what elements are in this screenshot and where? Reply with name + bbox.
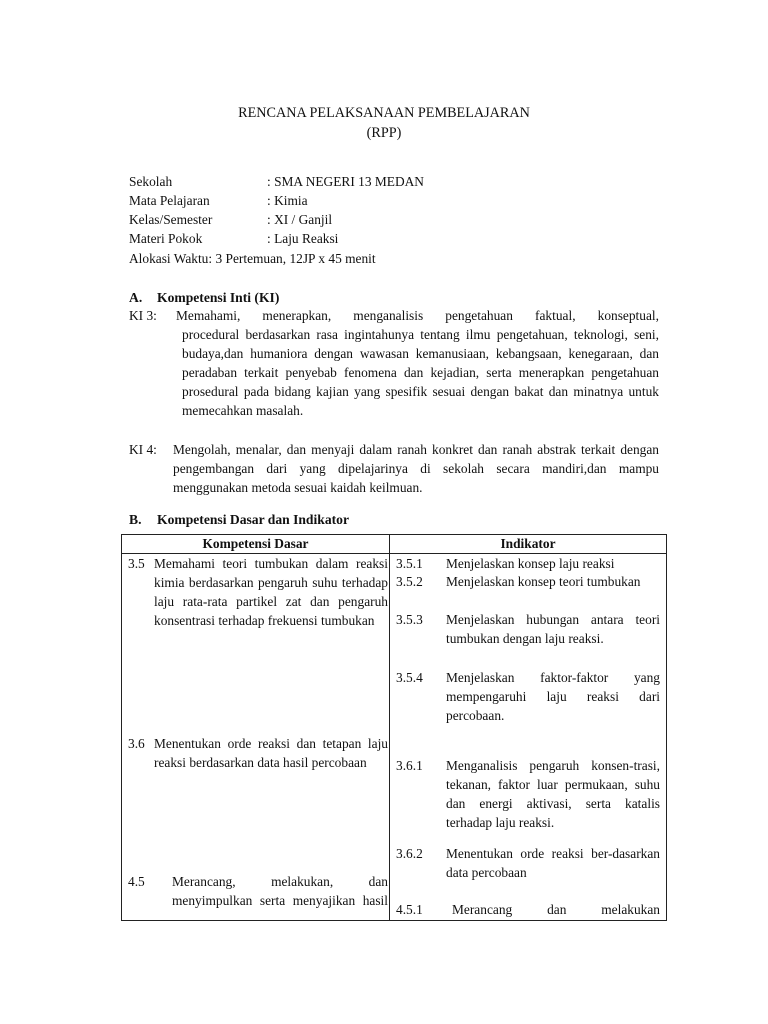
info-label: Sekolah bbox=[129, 174, 173, 189]
ki3-text: procedural berdasarkan rasa ingintahunya tentang ilmu pengetahuan, teknologi, seni, budaya,dan humaniora dengan wawasan kemanusiaan, kebangsaan, kenegaraan, dan peradaban terkait penyebab fenomena dan kejadian, serta menerapkan pengetahuan prosedural pada bidang kajian yang spesifik sesuai dengan bakat dan minatnya untuk memecahkan masalah. bbox=[182, 327, 659, 418]
ki4-label: KI 4: bbox=[129, 442, 157, 457]
alokasi-waktu-text: Alokasi Waktu: 3 Pertemuan, 12JP x 45 menit bbox=[129, 251, 376, 266]
ki4-block bbox=[129, 440, 659, 497]
kd-3-6 bbox=[128, 734, 388, 772]
indikator-text: Menjelaskan hubungan antara teori tumbukan dengan laju reaksi. bbox=[446, 612, 660, 646]
info-row-alokasi-waktu bbox=[129, 249, 689, 268]
section-title: Kompetensi Inti (KI) bbox=[157, 290, 280, 305]
kd-text: Menentukan orde reaksi dan tetapan laju reaksi berdasarkan data hasil percobaan bbox=[154, 736, 388, 770]
indikator-text: Menganalisis pengaruh konsen-trasi, tekanan, faktor luar permukaan, suhu dan energi aktivasi, serta katalis terhadap laju reaksi. bbox=[446, 758, 660, 830]
indikator-3-5-2 bbox=[396, 572, 660, 591]
indikator-3-6-1 bbox=[396, 756, 660, 832]
indikator-number: 3.5.1 bbox=[396, 556, 423, 571]
indikator-text: Menjelaskan konsep laju reaksi bbox=[446, 556, 615, 571]
kd-3-5 bbox=[128, 554, 388, 630]
indikator-3-5-3 bbox=[396, 610, 660, 648]
indikator-3-5-4 bbox=[396, 668, 660, 725]
kd-number: 4.5 bbox=[128, 874, 145, 889]
kd-indikator-table bbox=[121, 534, 667, 921]
info-label: Materi Pokok bbox=[129, 231, 203, 246]
indikator-number: 3.5.4 bbox=[396, 670, 423, 685]
kd-number: 3.5 bbox=[128, 556, 145, 571]
section-a-heading bbox=[129, 288, 279, 307]
indikator-number: 3.6.2 bbox=[396, 846, 423, 861]
section-title: Kompetensi Dasar dan Indikator bbox=[157, 512, 349, 527]
info-row-kelas-semester bbox=[129, 210, 689, 229]
info-label: Mata Pelajaran bbox=[129, 193, 210, 208]
info-value: : Laju Reaksi bbox=[267, 231, 339, 246]
info-label: Kelas/Semester bbox=[129, 212, 213, 227]
kd-4-5 bbox=[128, 872, 388, 910]
info-value: : XI / Ganjil bbox=[267, 212, 333, 227]
ki3-first-line: Memahami, menerapkan, menganalisis pengetahuan faktual, konseptual, bbox=[176, 308, 659, 323]
info-row-mata-pelajaran bbox=[129, 191, 689, 210]
indikator-text: Merancang dan melakukan bbox=[452, 902, 660, 917]
indikator-text: Menentukan orde reaksi ber-dasarkan data percobaan bbox=[446, 846, 660, 880]
kd-cell bbox=[122, 554, 390, 921]
indikator-number: 3.5.2 bbox=[396, 574, 423, 589]
kd-text: Merancang, melakukan, dan menyimpulkan serta menyajikan hasil bbox=[172, 874, 388, 908]
col-header-indikator: Indikator bbox=[390, 535, 667, 554]
kd-text: Memahami teori tumbukan dalam reaksi kimia berdasarkan pengaruh suhu terhadap laju rata-rata partikel zat dan pengaruh konsentrasi terhadap frekuensi tumbukan bbox=[154, 556, 388, 628]
section-letter: A. bbox=[129, 290, 143, 305]
ki4-text: Mengolah, menalar, dan menyaji dalam ranah konkret dan ranah abstrak terkait dengan pengembangan dari yang dipelajarinya di sekolah secara mandiri,dan mampu menggunakan metoda sesuai kaidah keilmuan. bbox=[173, 442, 659, 495]
indikator-text: Menjelaskan faktor-faktor yang mempengaruhi laju reaksi dari percobaan. bbox=[446, 670, 660, 723]
section-b-heading bbox=[129, 510, 349, 529]
document-subtitle: (RPP) bbox=[366, 125, 402, 141]
indikator-4-5-1 bbox=[396, 900, 660, 919]
indikator-3-6-2 bbox=[396, 844, 660, 882]
ki3-label: KI 3: bbox=[129, 308, 157, 323]
document-title: RENCANA PELAKSANAAN PEMBELAJARAN bbox=[238, 105, 530, 121]
col-header-kompetensi-dasar: Kompetensi Dasar bbox=[122, 535, 390, 554]
info-value: : SMA NEGERI 13 MEDAN bbox=[267, 174, 424, 189]
indikator-text: Menjelaskan konsep teori tumbukan bbox=[446, 574, 641, 589]
section-letter: B. bbox=[129, 512, 142, 527]
indikator-cell bbox=[390, 554, 667, 921]
indikator-number: 4.5.1 bbox=[396, 902, 423, 917]
table-header-row bbox=[122, 535, 667, 554]
info-row-sekolah bbox=[129, 172, 689, 191]
indikator-number: 3.6.1 bbox=[396, 758, 423, 773]
table-row bbox=[122, 554, 667, 921]
indikator-number: 3.5.3 bbox=[396, 612, 423, 627]
ki3-block bbox=[129, 306, 659, 420]
indikator-3-5-1 bbox=[396, 554, 660, 573]
info-value: : Kimia bbox=[267, 193, 308, 208]
info-row-materi-pokok bbox=[129, 229, 689, 248]
kd-number: 3.6 bbox=[128, 736, 145, 751]
